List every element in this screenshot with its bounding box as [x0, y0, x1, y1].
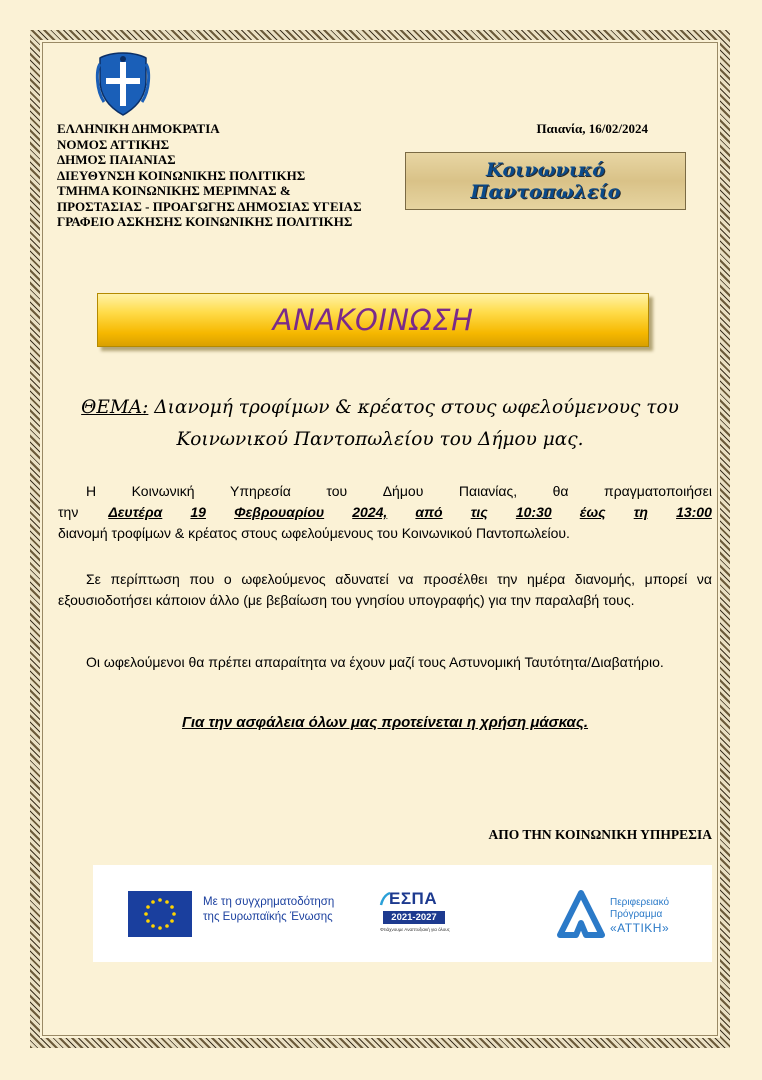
subject-line1: Διανομή τροφίμων & κρέατος στους ωφελούμενους του [148, 397, 679, 418]
word: Υπηρεσία [230, 483, 291, 499]
paragraph-text: Οι ωφελούμενοι θα πρέπει απαραίτητα να έχουν μαζί τους Αστυνομική Ταυτότητα/Διαβατήριο. [86, 654, 664, 670]
subject-heading [60, 392, 700, 456]
date-word: Φεβρουαρίου [234, 504, 325, 520]
funding-logos-bar [93, 865, 712, 962]
badge-line1: Κοινωνικό [486, 159, 605, 181]
word: την [58, 504, 79, 520]
header-line: ΠΡΟΣΤΑΣΙΑΣ - ΠΡΟΑΓΩΓΗΣ ΔΗΜΟΣΙΑΣ ΥΓΕΙΑΣ [57, 198, 362, 214]
mask-recommendation: Για την ασφάλεια όλων μας προτείνεται η χρήση μάσκας. [181, 714, 589, 731]
header-line: ΓΡΑΦΕΙΟ ΑΣΚΗΣΗΣ ΚΟΙΝΩΝΙΚΗΣ ΠΟΛΙΤΙΚΗΣ [57, 214, 353, 229]
word: Κοινωνική [131, 483, 195, 499]
header-line: ΔΙΕΥΘΥΝΣΗ ΚΟΙΝΩΝΙΚΗΣ ΠΟΛΙΤΙΚΗΣ [57, 167, 306, 183]
date-word: Δευτέρα [108, 504, 163, 520]
header-line: ΤΜΗΜΑ ΚΟΙΝΩΝΙΚΗΣ ΜΕΡΙΜΝΑΣ & [57, 183, 291, 198]
eu-text-line: της Ευρωπαϊκής Ένωσης [203, 911, 333, 923]
eu-cofunding-text [203, 895, 383, 925]
date-word: από [415, 504, 443, 520]
espa-years: 2021-2027 [383, 911, 445, 924]
eu-text-line: Με τη συγχρηματοδότηση [203, 896, 335, 908]
social-grocery-badge [405, 152, 686, 210]
date-word: τις [470, 504, 488, 520]
word: Δήμου [382, 483, 424, 499]
announcement-banner [97, 293, 649, 347]
announcement-title: ΑΝΑΚΟΙΝΩΣΗ [272, 303, 474, 337]
date-word: έως [579, 504, 606, 520]
subject-line2: Κοινωνικού Παντοπωλείου του Δήμου μας. [176, 429, 584, 450]
distribution-date-emphasis [108, 502, 712, 523]
document-date: Παιανία, 16/02/2024 [536, 121, 648, 136]
word: Παιανίας, [458, 483, 518, 499]
espa-title: ΕΣΠΑ [389, 889, 438, 908]
attiki-line3: «ΑΤΤΙΚΗ» [610, 921, 670, 935]
date-word: 10:30 [515, 504, 552, 520]
issuer-header [57, 121, 417, 230]
eu-flag-icon [128, 891, 192, 937]
header-line: ΕΛΛΗΝΙΚΗ ΔΗΜΟΚΡΑΤΙΑ [57, 121, 220, 136]
signature-line: ΑΠΟ ΤΗΝ ΚΟΙΝΩΝΙΚΗ ΥΠΗΡΕΣΙΑ [488, 827, 712, 842]
attiki-program-logo [548, 887, 688, 947]
date-word: τη [633, 504, 648, 520]
espa-logo [379, 889, 451, 939]
date-word: 19 [190, 504, 206, 520]
paragraph-line: διανομή τροφίμων & κρέατος στους ωφελούμενους του Κοινωνικού Παντοπωλείου. [58, 525, 570, 541]
word: Η [86, 483, 97, 499]
paragraph-authorization [58, 569, 712, 611]
paragraph-distribution [58, 481, 712, 544]
header-line: ΝΟΜΟΣ ΑΤΤΙΚΗΣ [57, 136, 170, 152]
greek-coat-of-arms-icon [94, 50, 152, 118]
paragraph-line [58, 481, 712, 502]
paragraph-line [58, 502, 712, 523]
word: του [326, 483, 348, 499]
word: θα [552, 483, 569, 499]
badge-line2: Παντοπωλείο [470, 181, 621, 203]
date-word: 2024, [352, 504, 388, 520]
date-word: 13:00 [676, 504, 712, 520]
attiki-line1: Περιφερειακό [610, 897, 670, 908]
attiki-triangle-icon [556, 889, 606, 941]
espa-subtitle: Φτιάχνουμε Αναπτυξιακή για όλους [380, 927, 450, 932]
paragraph-documents [58, 652, 712, 673]
word: πραγματοποιήσει [604, 483, 712, 499]
subject-label: ΘΕΜΑ: [81, 397, 149, 418]
attiki-line2: Πρόγραμμα [610, 909, 663, 920]
paragraph-text: Σε περίπτωση που ο ωφελούμενος αδυνατεί να προσέλθει την ημέρα διανομής, μπορεί να εξουσιοδοτήσει κάποιον άλλο (με βεβαίωση του γνησίου υπογραφής) για την παραλαβή τους. [58, 571, 712, 608]
header-line: ΔΗΜΟΣ ΠΑΙΑΝΙΑΣ [57, 152, 176, 167]
